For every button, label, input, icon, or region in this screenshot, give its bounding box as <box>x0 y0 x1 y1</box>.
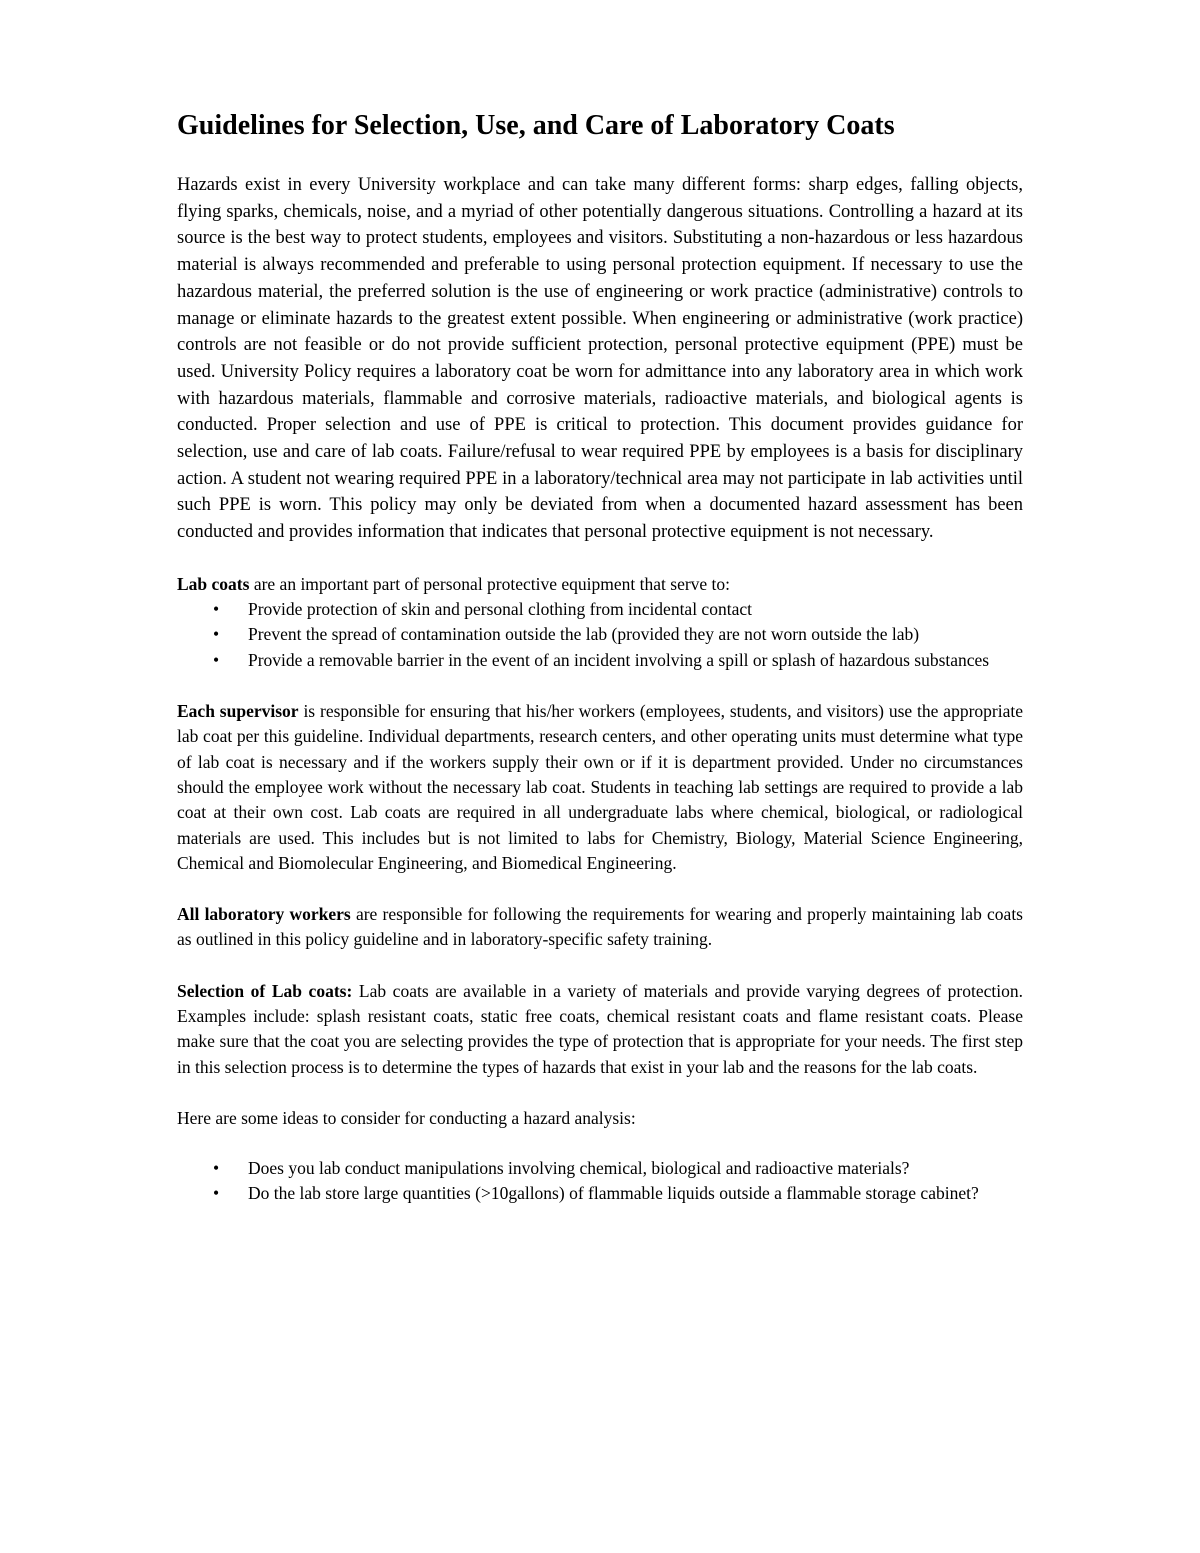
workers-text: are responsible for following the requirements for wearing and properly maintaining lab coats as outlined in this policy guideline and in laboratory-specific safety training. <box>177 904 1023 950</box>
list-item-text: Provide a removable barrier in the event of an incident involving a spill or splash of hazardous substances <box>248 649 990 670</box>
selection-paragraph <box>177 979 1023 1080</box>
list-item <box>177 1156 1023 1181</box>
lab-coats-text: are an important part of personal protective equipment that serve to: <box>249 573 731 594</box>
list-item-text: Provide protection of skin and personal clothing from incidental contact <box>248 599 752 620</box>
list-item-text: Does you lab conduct manipulations involving chemical, biological and radioactive materials? <box>248 1158 910 1179</box>
selection-lead: Selection of Lab coats: <box>177 980 353 1001</box>
list-item <box>177 622 1023 647</box>
bullet-icon: • <box>213 649 220 670</box>
lab-coats-paragraph <box>177 572 1023 597</box>
supervisor-paragraph <box>177 699 1023 876</box>
bullet-icon: • <box>213 624 220 645</box>
list-item-text: Prevent the spread of contamination outside the lab (provided they are not worn outside the lab) <box>248 624 920 645</box>
workers-paragraph <box>177 902 1023 953</box>
list-item <box>177 1181 1023 1206</box>
document-body <box>177 108 1023 1207</box>
bullet-icon: • <box>213 599 220 620</box>
bullet-icon: • <box>213 1158 220 1179</box>
document-title: Guidelines for Selection, Use, and Care of Laboratory Coats <box>177 110 895 141</box>
intro-paragraph: Hazards exist in every University workplace and can take many different forms: sharp edges, falling objects, flying sparks, chemicals, noise, and a myriad of other potentially dangerous situations. Controlling a hazard at its source is the best way to protect students, employees and visitors. Substituting a non-hazardous or less hazardous material is always recommended and preferable to using personal protection equipment. If necessary to use the hazardous material, the preferred solution is the use of engineering or work practice (administrative) controls to manage or eliminate hazards to the greatest extent possible. When engineering or administrative (work practice) controls are not feasible or do not provide sufficient protection, personal protective equipment (PPE) must be used. University Policy requires a laboratory coat be worn for admittance into any laboratory area in which work with hazardous materials, flammable and corrosive materials, radioactive materials, and biological agents is conducted. Proper selection and use of PPE is critical to protection. This document provides guidance for selection, use and care of lab coats. Failure/refusal to wear required PPE by employees is a basis for disciplinary action. A student not wearing required PPE in a laboratory/technical area may not participate in lab activities until such PPE is worn. This policy may only be deviated from when a documented hazard assessment has been conducted and provides information that indicates that personal protective equipment is not necessary. <box>177 175 1023 543</box>
bullet-icon: • <box>213 1183 220 1204</box>
hazard-ideas-list <box>177 1156 1023 1207</box>
list-item-text: Do the lab store large quantities (>10gallons) of flammable liquids outside a flammable storage cabinet? <box>248 1183 979 1204</box>
selection-text: Lab coats are available in a variety of materials and provide varying degrees of protection. Examples include: splash resistant coats, static free coats, chemical resistant coats and flame resistant coats. Please make sure that the coat you are selecting provides the type of protection that is appropriate for your needs. The first step in this selection process is to determine the types of hazards that exist in your lab and the reasons for the lab coats. <box>177 980 1023 1077</box>
lab-coats-lead: Lab coats <box>177 573 250 594</box>
ideas-intro: Here are some ideas to consider for conducting a hazard analysis: <box>177 1107 636 1128</box>
list-item <box>177 597 1023 622</box>
supervisor-text: is responsible for ensuring that his/her workers (employees, students, and visitors) use the appropriate lab coat per this guideline. Individual departments, research centers, and other operating units must determine what type of lab coat is necessary and if the workers supply their own or if it is department provided. Under no circumstances should the employee work without the necessary lab coat. Students in teaching lab settings are required to provide a lab coat at their own cost. Lab coats are required in all undergraduate labs where chemical, biological, or radiological materials are used. This includes but is not limited to labs for Chemistry, Biology, Material Science Engineering, Chemical and Biomolecular Engineering, and Biomedical Engineering. <box>177 701 1023 873</box>
workers-lead: All laboratory workers <box>177 904 351 925</box>
supervisor-lead: Each supervisor <box>177 701 299 722</box>
lab-coats-list <box>177 597 1023 673</box>
list-item <box>177 648 1023 673</box>
